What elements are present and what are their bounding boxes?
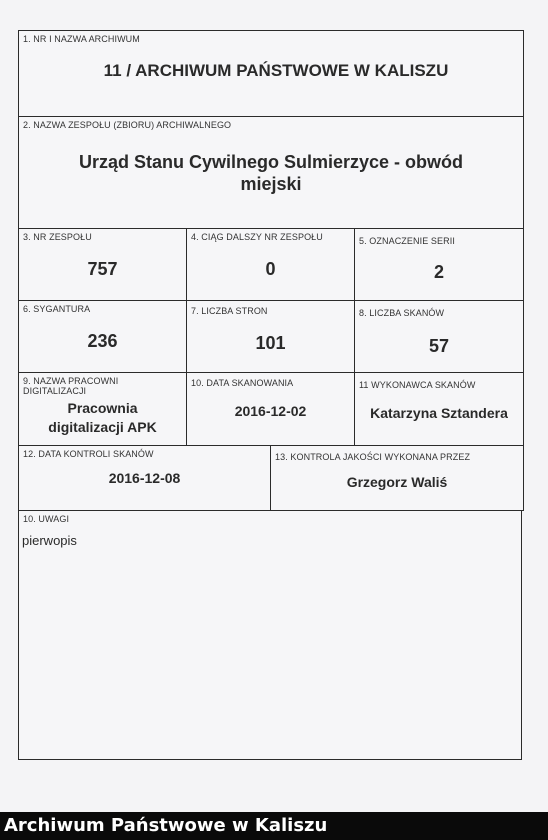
- series-label: 5. OZNACZENIE SERII: [359, 236, 455, 246]
- control-date-cell: [18, 445, 271, 511]
- studio-value: Pracownia digitalizacji APK: [48, 400, 157, 435]
- studio-label: 9. NAZWA PRACOWNI DIGITALIZACJI: [23, 376, 119, 396]
- remarks-value: pierwopis: [22, 533, 77, 548]
- numbers-row: [18, 228, 524, 301]
- scan-count-value: 57: [428, 336, 450, 356]
- page-count-value: 101: [255, 333, 286, 353]
- fonds-name-value: Urząd Stanu Cywilnego Sulmierzyce - obwód miejski: [78, 152, 464, 194]
- series-cell: [354, 228, 524, 301]
- remarks-row: [18, 510, 524, 760]
- archive-value: 11 / ARCHIWUM PAŃSTWOWE W KALISZU: [103, 61, 449, 80]
- fonds-name-row: [18, 116, 524, 229]
- control-date-value: 2016-12-08: [108, 470, 181, 486]
- metadata-card: [18, 30, 524, 760]
- page-count-cell: [186, 300, 355, 373]
- page-count-label: 7. LICZBA STRON: [191, 306, 268, 316]
- fonds-number-cell: [18, 228, 187, 301]
- fonds-continuation-label: 4. CIĄG DALSZY NR ZESPOŁU: [191, 232, 323, 242]
- studio-cell: [18, 372, 187, 446]
- quality-control-cell: [270, 445, 524, 511]
- archive-cell: [18, 30, 524, 117]
- quality-control-label: 13. KONTROLA JAKOŚCI WYKONANA PRZEZ: [275, 452, 471, 462]
- archive-label: 1. NR I NAZWA ARCHIWUM: [23, 34, 140, 44]
- fonds-name-cell: [18, 116, 524, 229]
- fonds-name-label: 2. NAZWA ZESPOŁU (ZBIORU) ARCHIWALNEGO: [23, 120, 232, 130]
- fonds-number-label: 3. NR ZESPOŁU: [23, 232, 92, 242]
- fonds-continuation-value: 0: [265, 259, 276, 279]
- scan-date-label: 10. DATA SKANOWANIA: [191, 378, 294, 388]
- scanner-value: Katarzyna Sztandera: [370, 405, 508, 421]
- signature-cell: [18, 300, 187, 373]
- counts-row: [18, 300, 524, 373]
- remarks-label: 10. UWAGI: [23, 514, 70, 524]
- archive-row: [18, 30, 524, 117]
- fonds-number-value: 757: [87, 259, 118, 279]
- quality-control-value: Grzegorz Waliś: [346, 474, 448, 490]
- scan-date-value: 2016-12-02: [234, 403, 307, 419]
- control-date-label: 12. DATA KONTROLI SKANÓW: [23, 449, 154, 459]
- series-value: 2: [433, 262, 444, 282]
- digitization-row: [18, 372, 524, 446]
- scan-count-cell: [354, 300, 524, 373]
- control-row: [18, 445, 524, 511]
- fonds-continuation-cell: [186, 228, 355, 301]
- scanner-label: 11 WYKONAWCA SKANÓW: [359, 380, 476, 390]
- scan-count-label: 8. LICZBA SKANÓW: [359, 308, 445, 318]
- signature-value: 236: [87, 331, 118, 351]
- archive-footer-banner: Archiwum Państwowe w Kaliszu: [0, 812, 548, 840]
- scan-date-cell: [186, 372, 355, 446]
- remarks-cell: [18, 510, 522, 760]
- scanner-cell: [354, 372, 524, 446]
- signature-label: 6. SYGANTURA: [23, 304, 91, 314]
